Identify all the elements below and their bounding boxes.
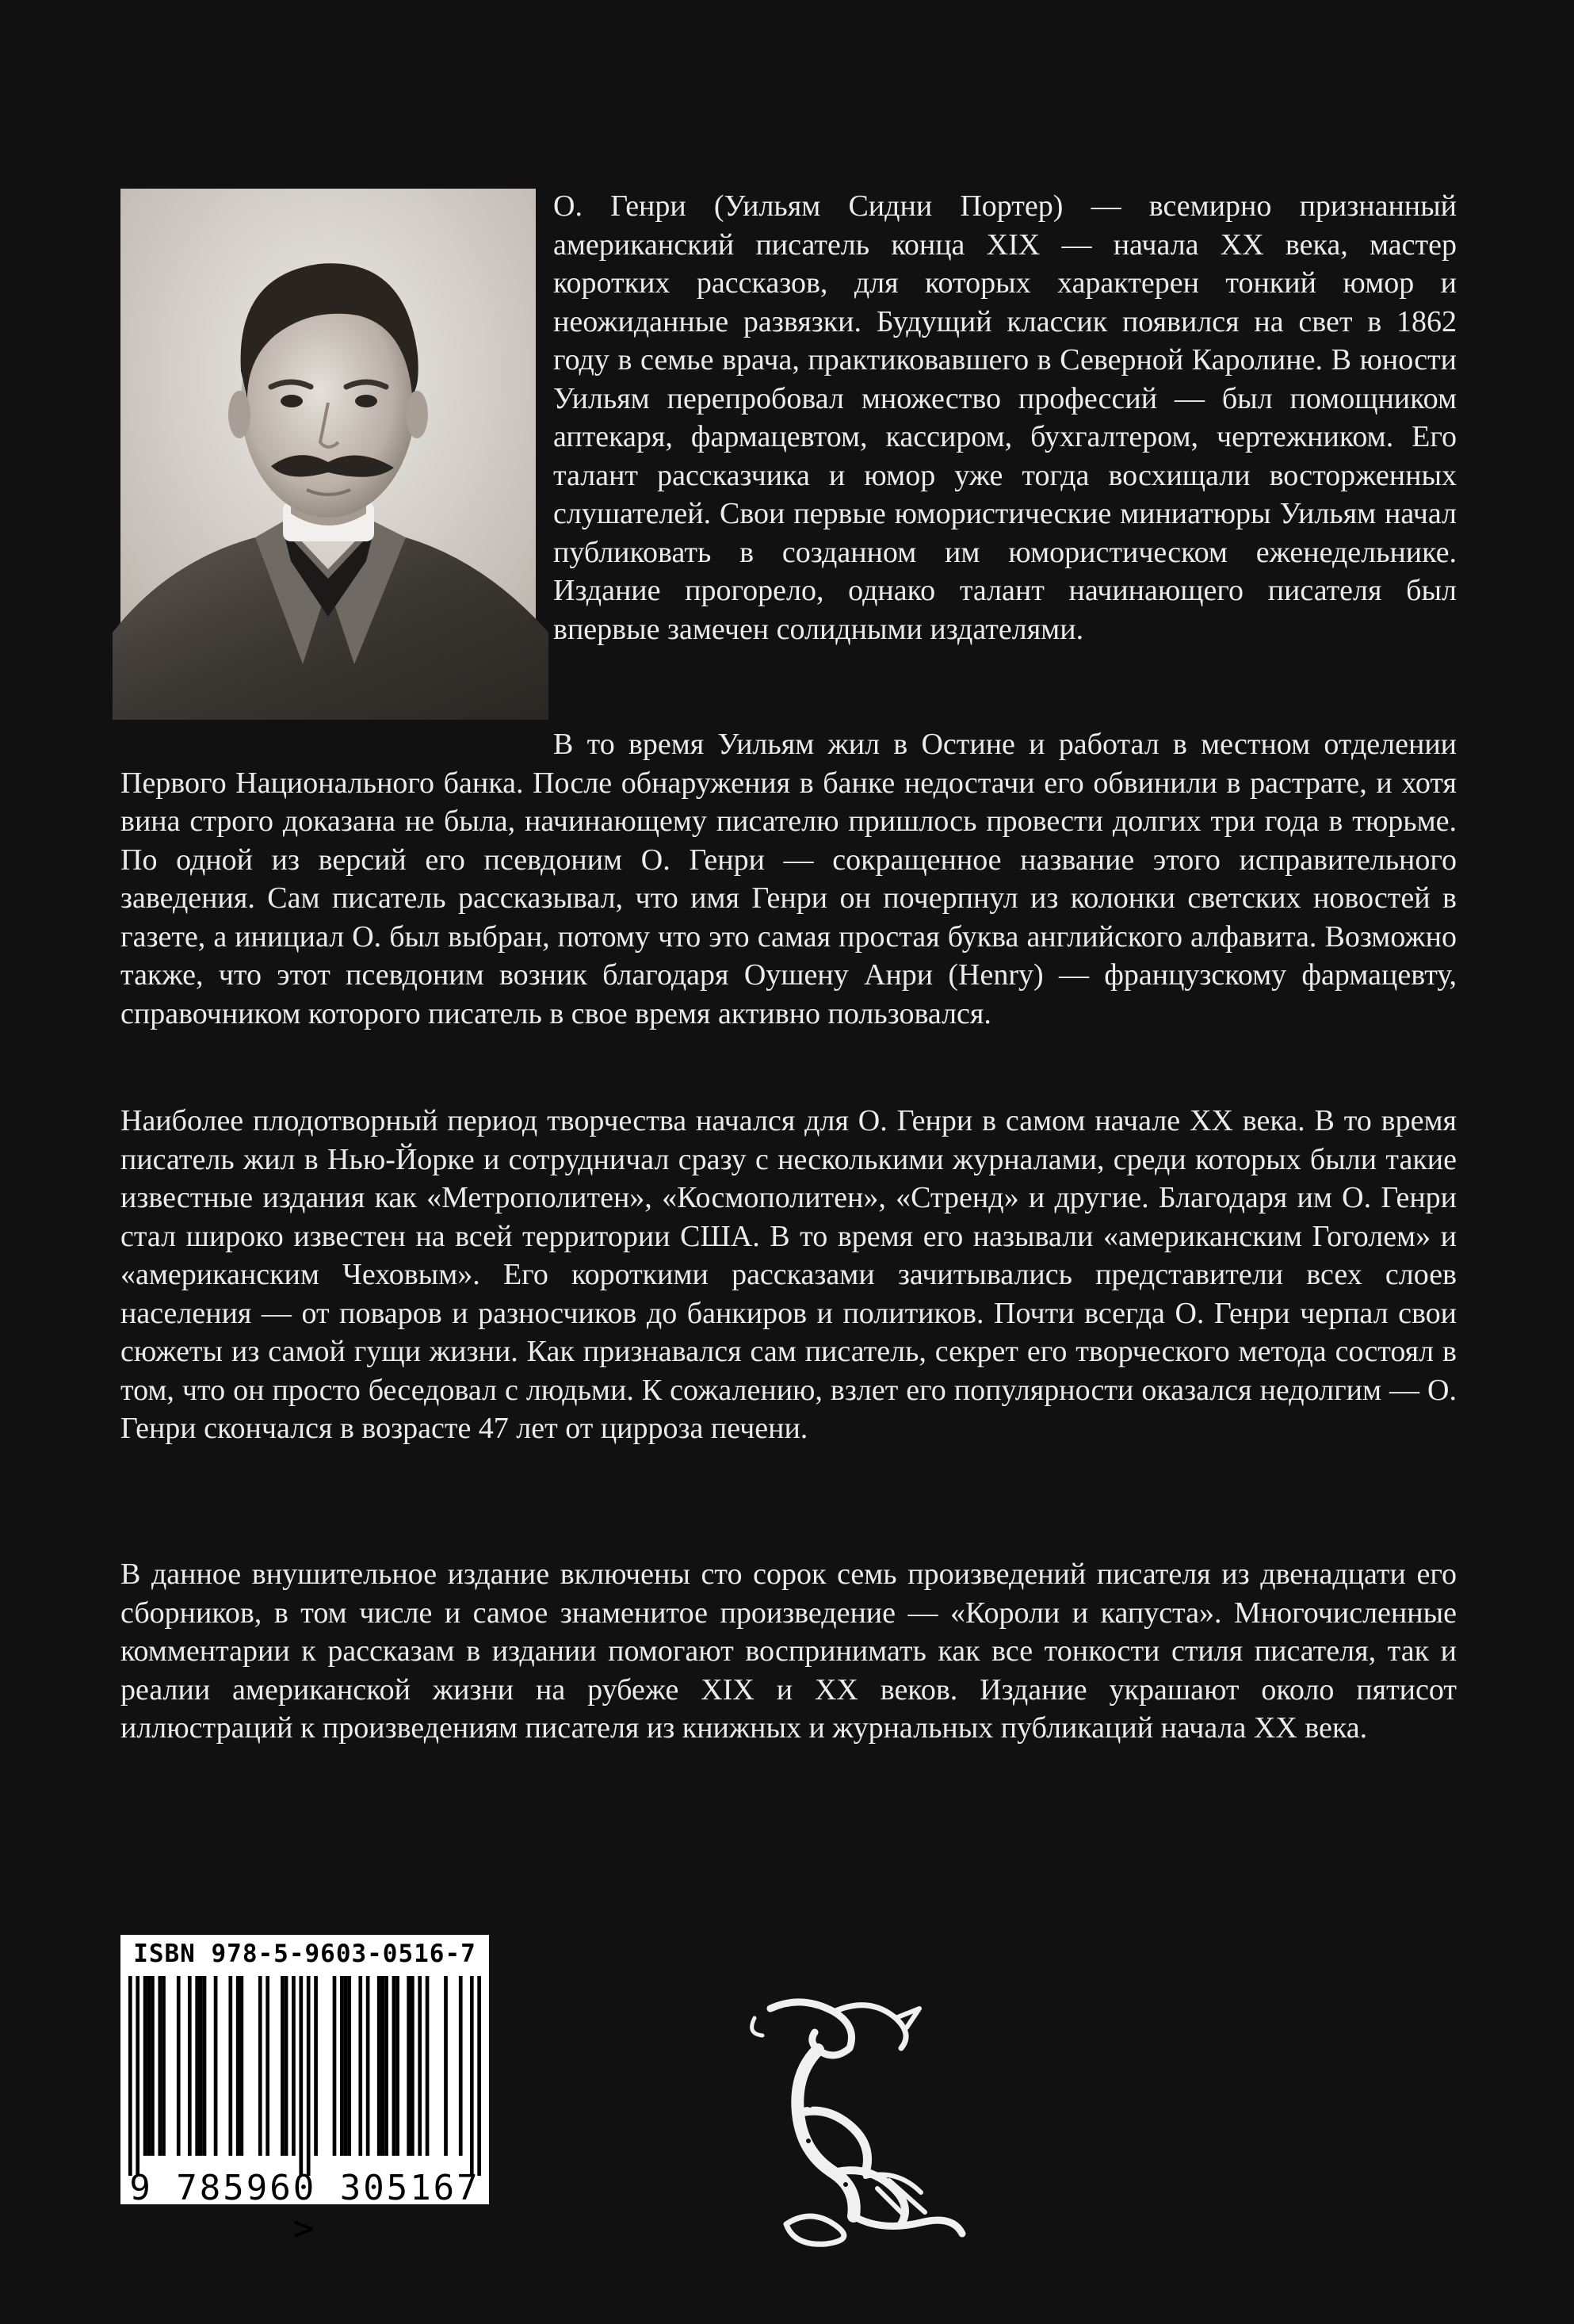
- barcode-bar: [203, 1976, 207, 2156]
- barcode-bar: [285, 1976, 288, 2156]
- barcode-bar: [199, 1976, 203, 2156]
- barcode-bar: [407, 1976, 411, 2156]
- intro-paragraph: О. Генри (Уильям Сидни Портер) — всемирно признанный американский писатель конца XIX — начала XX века, мастер коротких рассказов, для которых характерен тонкий юмор и неожиданные развязки. Будущий классик появился на свет в 1862 году в семье врача, практиковавшего в Северной Каролине. В юности Уильям перепробовал множество профессий — был помощником аптекаря, фармацевтом, кассиром, бухгалтером, чертежником. Его талант рассказчика и юмор уже тогда восхищали восторженных слушателей. Свои первые юмористические миниатюры Уильям начал публиковать в созданном им юмористическом еженедельнике. Издание прогорело, однако талант начинающего писателя был впервые замечен солидными издателями.: [553, 189, 1457, 646]
- barcode-bar: [236, 1976, 240, 2156]
- barcode-bar: [340, 1976, 344, 2156]
- barcode-bar: [228, 1976, 232, 2156]
- barcode-bar: [143, 1976, 147, 2156]
- barcode-bar: [266, 1976, 269, 2156]
- barcode-bar: [128, 1976, 132, 2176]
- barcode-bar: [344, 1976, 348, 2156]
- barcode-bar: [381, 1976, 385, 2156]
- barcode-bar: [347, 1976, 351, 2156]
- barcode-bar: [333, 1976, 337, 2156]
- barcode-bar: [426, 1976, 430, 2156]
- author-portrait-drawing: [120, 189, 536, 720]
- barcode-bar: [470, 1976, 474, 2176]
- barcode-bar: [195, 1976, 199, 2156]
- barcode-bar: [377, 1976, 381, 2156]
- barcode-bar: [477, 1976, 481, 2176]
- barcode-digits: 9 785960 305167 >: [129, 2168, 480, 2249]
- barcode-bar: [392, 1976, 396, 2156]
- barcode-bar: [158, 1976, 162, 2156]
- barcode-bar: [358, 1976, 362, 2156]
- barcode-bar: [162, 1976, 166, 2156]
- barcode-bar: [214, 1976, 218, 2156]
- barcode-bar: [292, 1976, 296, 2156]
- barcode-bar: [177, 1976, 181, 2156]
- barcode-bar: [307, 1976, 311, 2176]
- barcode-bar: [151, 1976, 155, 2156]
- barcode-bar: [411, 1976, 415, 2156]
- barcode-bar: [459, 1976, 463, 2156]
- barcode-bar: [366, 1976, 370, 2156]
- barcode-bar: [136, 1976, 139, 2176]
- barcode-bar: [281, 1976, 285, 2156]
- barcode-bar: [314, 1976, 318, 2156]
- barcode-bar: [384, 1976, 388, 2156]
- isbn-label: ISBN 978-5-9603-0516-7: [133, 1940, 476, 1968]
- barcode-bar: [395, 1976, 399, 2156]
- barcode-bars: [128, 1976, 481, 2176]
- barcode-bar: [188, 1976, 192, 2156]
- barcode-bar: [418, 1976, 422, 2156]
- isbn-barcode: [120, 1935, 489, 2249]
- author-portrait: [120, 189, 536, 720]
- career-paragraph: Наиболее плодотворный период творчества начался для О. Генри в самом начале XX века. В то время писатель жил в Нью-Йорке и сотрудничал сразу с несколькими журналами, среди которых были такие известные издания как «Метрополитен», «Космополитен», «Стренд» и другие. Благодаря им О. Генри стал широко известен на всей территории США. В то время его называли «американским Гоголем» и «американским Чеховым». Его короткими рассказами зачитывались представители всех слоев населения — от поваров и разносчиков до банкиров и политиков. Почти всегда О. Генри черпал свои сюжеты из самой гущи жизни. Как признавался сам писатель, секрет его творческого метода состоял в том, что он просто беседовал с людьми. К сожалению, взлет его популярности оказался недолгим — О. Генри скончался в возрасте 47 лет от цирроза печени.: [120, 1104, 1457, 1445]
- barcode-bar: [299, 1976, 303, 2176]
- barcode-bar: [444, 1976, 448, 2156]
- barcode-bar: [258, 1976, 262, 2156]
- publisher-dragon-logo: [739, 1986, 972, 2248]
- edition-paragraph: В данное внушительное издание включены сто сорок семь произведений писателя из двенадцати его сборников, в том числе и самое знаменитое произведение — «Короли и капуста». Многочисленные комментарии к рассказам в издании помогают воспринимать как все тонкости стиля писателя, так и реалии американской жизни на рубеже XIX и XX веков. Издание украшают около пятисот иллюстраций к произведениям писателя из книжных и журнальных публикаций начала XX века.: [120, 1558, 1457, 1745]
- barcode-bar: [147, 1976, 151, 2156]
- barcode-bar: [240, 1976, 244, 2156]
- biography-paragraph: В то время Уильям жил в Остине и работал в местном отделении Первого Национального банка. После обнаружения в банке недостачи его обвинили в растрате, и хотя вина строго доказана не была, начинающему писателю пришлось провести долгих три года в тюрьме. По одной из версий его псевдоним О. Генри — сокращенное название этого исправительного заведения. Сам писатель рассказывал, что имя Генри он почерпнул из колонки светских новостей в газете, а инициал О. был выбран, потому что это самая простая буква английского алфавита. Возможно также, что этот псевдоним возник благодаря Оушену Анри (Henry) — французскому фармацевту, справочником которого писатель в свое время активно пользовался.: [120, 728, 1457, 1030]
